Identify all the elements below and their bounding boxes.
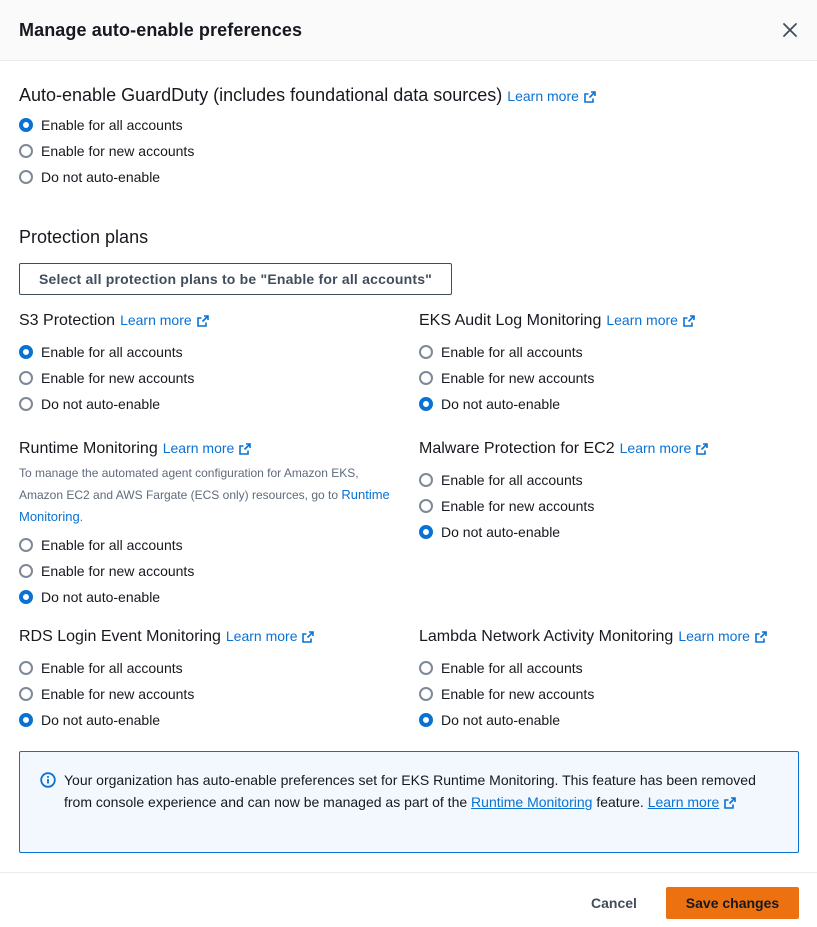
runtime-radio-new[interactable]	[19, 558, 399, 584]
eks_audit-radio-none[interactable]	[419, 391, 695, 417]
alert-learn-more-link[interactable]: Learn more	[648, 794, 737, 810]
eks_audit-radio-new[interactable]	[419, 365, 695, 391]
s3-protection-section	[19, 311, 209, 417]
malware-radio-new[interactable]	[419, 493, 708, 519]
radio-button[interactable]	[19, 397, 33, 411]
runtime-monitoring-description: To manage the automated agent configuration for Amazon EKS, Amazon EC2 and AWS Fargate (ECS only) resources, go to Runtime Monitoring.	[19, 466, 390, 524]
radio-label: Enable for all accounts	[441, 344, 583, 360]
plan-title: S3 Protection	[19, 312, 116, 329]
guardduty-section	[19, 84, 596, 190]
radio-button[interactable]	[19, 371, 33, 385]
cancel-button[interactable]: Cancel	[575, 887, 653, 919]
guardduty-radio-none[interactable]	[19, 164, 596, 190]
radio-button[interactable]	[419, 473, 433, 487]
radio-button[interactable]	[419, 371, 433, 385]
radio-label: Do not auto-enable	[41, 169, 161, 185]
radio-label: Enable for all accounts	[41, 344, 183, 360]
external-link-icon	[302, 631, 314, 643]
s3-learn-more-link[interactable]: Learn more	[120, 312, 209, 328]
external-link-icon	[239, 443, 251, 455]
radio-button[interactable]	[19, 170, 33, 184]
radio-button[interactable]	[19, 661, 33, 675]
guardduty-radio-all[interactable]	[19, 112, 596, 138]
guardduty-learn-more-link[interactable]: Learn more	[507, 88, 596, 104]
lambda-network-section	[419, 627, 767, 733]
radio-label: Do not auto-enable	[441, 396, 561, 412]
plan-title: EKS Audit Log Monitoring	[419, 312, 602, 329]
eks-audit-log-section	[419, 311, 695, 417]
radio-label: Enable for all accounts	[441, 472, 583, 488]
rds-login-section	[19, 627, 314, 733]
malware-radio-group	[419, 467, 708, 545]
radio-label: Enable for new accounts	[441, 686, 595, 702]
eks_audit-learn-more-link[interactable]: Learn more	[606, 312, 695, 328]
lambda-learn-more-link[interactable]: Learn more	[678, 628, 767, 644]
radio-button[interactable]	[419, 687, 433, 701]
rds-radio-none[interactable]	[19, 707, 314, 733]
info-icon	[40, 772, 56, 788]
radio-button[interactable]	[19, 713, 33, 727]
radio-label: Do not auto-enable	[441, 712, 561, 728]
s3-radio-new[interactable]	[19, 365, 209, 391]
radio-button[interactable]	[419, 661, 433, 675]
radio-label: Enable for new accounts	[41, 370, 195, 386]
radio-label: Do not auto-enable	[41, 712, 161, 728]
alert-runtime-monitoring-link[interactable]: Runtime Monitoring	[471, 794, 593, 810]
close-icon	[782, 22, 798, 38]
guardduty-radio-new[interactable]	[19, 138, 596, 164]
radio-label: Enable for new accounts	[41, 563, 195, 579]
radio-button[interactable]	[419, 345, 433, 359]
eks_audit-radio-all[interactable]	[419, 339, 695, 365]
lambda-radio-group	[419, 655, 767, 733]
s3-radio-none[interactable]	[19, 391, 209, 417]
modal-footer	[0, 872, 817, 927]
malware-radio-all[interactable]	[419, 467, 708, 493]
radio-button[interactable]	[419, 525, 433, 539]
malware-protection-section	[419, 439, 708, 545]
radio-button[interactable]	[19, 144, 33, 158]
radio-label: Do not auto-enable	[41, 396, 161, 412]
plan-title: Lambda Network Activity Monitoring	[419, 628, 674, 645]
radio-label: Do not auto-enable	[441, 524, 561, 540]
info-alert	[19, 751, 799, 853]
radio-label: Enable for all accounts	[41, 537, 183, 553]
lambda-radio-none[interactable]	[419, 707, 767, 733]
rds-radio-group	[19, 655, 314, 733]
save-changes-button[interactable]: Save changes	[666, 887, 799, 919]
protection-plans-title: Protection plans	[19, 227, 149, 247]
rds-radio-new[interactable]	[19, 681, 314, 707]
radio-label: Enable for all accounts	[41, 117, 183, 133]
s3-radio-all[interactable]	[19, 339, 209, 365]
plan-title: RDS Login Event Monitoring	[19, 628, 221, 645]
s3-radio-group	[19, 339, 209, 417]
external-link-icon	[696, 443, 708, 455]
radio-button[interactable]	[419, 499, 433, 513]
radio-label: Enable for new accounts	[41, 143, 195, 159]
radio-button[interactable]	[19, 564, 33, 578]
radio-label: Enable for all accounts	[41, 660, 183, 676]
runtime-radio-none[interactable]	[19, 584, 399, 610]
radio-label: Enable for new accounts	[41, 686, 195, 702]
radio-label: Do not auto-enable	[41, 589, 161, 605]
alert-text: Your organization has auto-enable preferences set for EKS Runtime Monitoring. This feature has been removed from console experience and can now be managed as part of the	[64, 772, 756, 810]
external-link-icon	[724, 797, 736, 809]
alert-text-end: feature.	[596, 794, 644, 810]
plan-title: Runtime Monitoring	[19, 440, 158, 457]
runtime-monitoring-section	[19, 439, 399, 610]
rds-radio-all[interactable]	[19, 655, 314, 681]
runtime-radio-all[interactable]	[19, 532, 399, 558]
guardduty-title: Auto-enable GuardDuty (includes foundational data sources)	[19, 85, 503, 105]
malware-radio-none[interactable]	[419, 519, 708, 545]
radio-button[interactable]	[19, 590, 33, 604]
rds-learn-more-link[interactable]: Learn more	[226, 628, 315, 644]
radio-button[interactable]	[19, 687, 33, 701]
lambda-radio-all[interactable]	[419, 655, 767, 681]
modal-header	[0, 0, 817, 61]
radio-button[interactable]	[419, 713, 433, 727]
select-all-plans-button[interactable]: Select all protection plans to be "Enable for all accounts"	[19, 263, 452, 295]
guardduty-radio-group	[19, 112, 596, 190]
close-button[interactable]	[781, 21, 799, 39]
plan-title: Malware Protection for EC2	[419, 440, 615, 457]
malware-learn-more-link[interactable]: Learn more	[620, 440, 709, 456]
external-link-icon	[197, 315, 209, 327]
external-link-icon	[584, 91, 596, 103]
runtime-learn-more-link[interactable]: Learn more	[163, 440, 252, 456]
radio-button[interactable]	[19, 538, 33, 552]
radio-button[interactable]	[19, 345, 33, 359]
lambda-radio-new[interactable]	[419, 681, 767, 707]
modal-title: Manage auto-enable preferences	[19, 19, 303, 40]
eks_audit-radio-group	[419, 339, 695, 417]
radio-button[interactable]	[419, 397, 433, 411]
radio-label: Enable for new accounts	[441, 370, 595, 386]
external-link-icon	[683, 315, 695, 327]
runtime-monitoring-config-link[interactable]: Runtime Monitoring	[19, 487, 390, 524]
radio-label: Enable for all accounts	[441, 660, 583, 676]
radio-button[interactable]	[19, 118, 33, 132]
runtime-radio-group	[19, 532, 399, 610]
radio-label: Enable for new accounts	[441, 498, 595, 514]
protection-plans-heading-wrap	[19, 226, 148, 248]
external-link-icon	[755, 631, 767, 643]
